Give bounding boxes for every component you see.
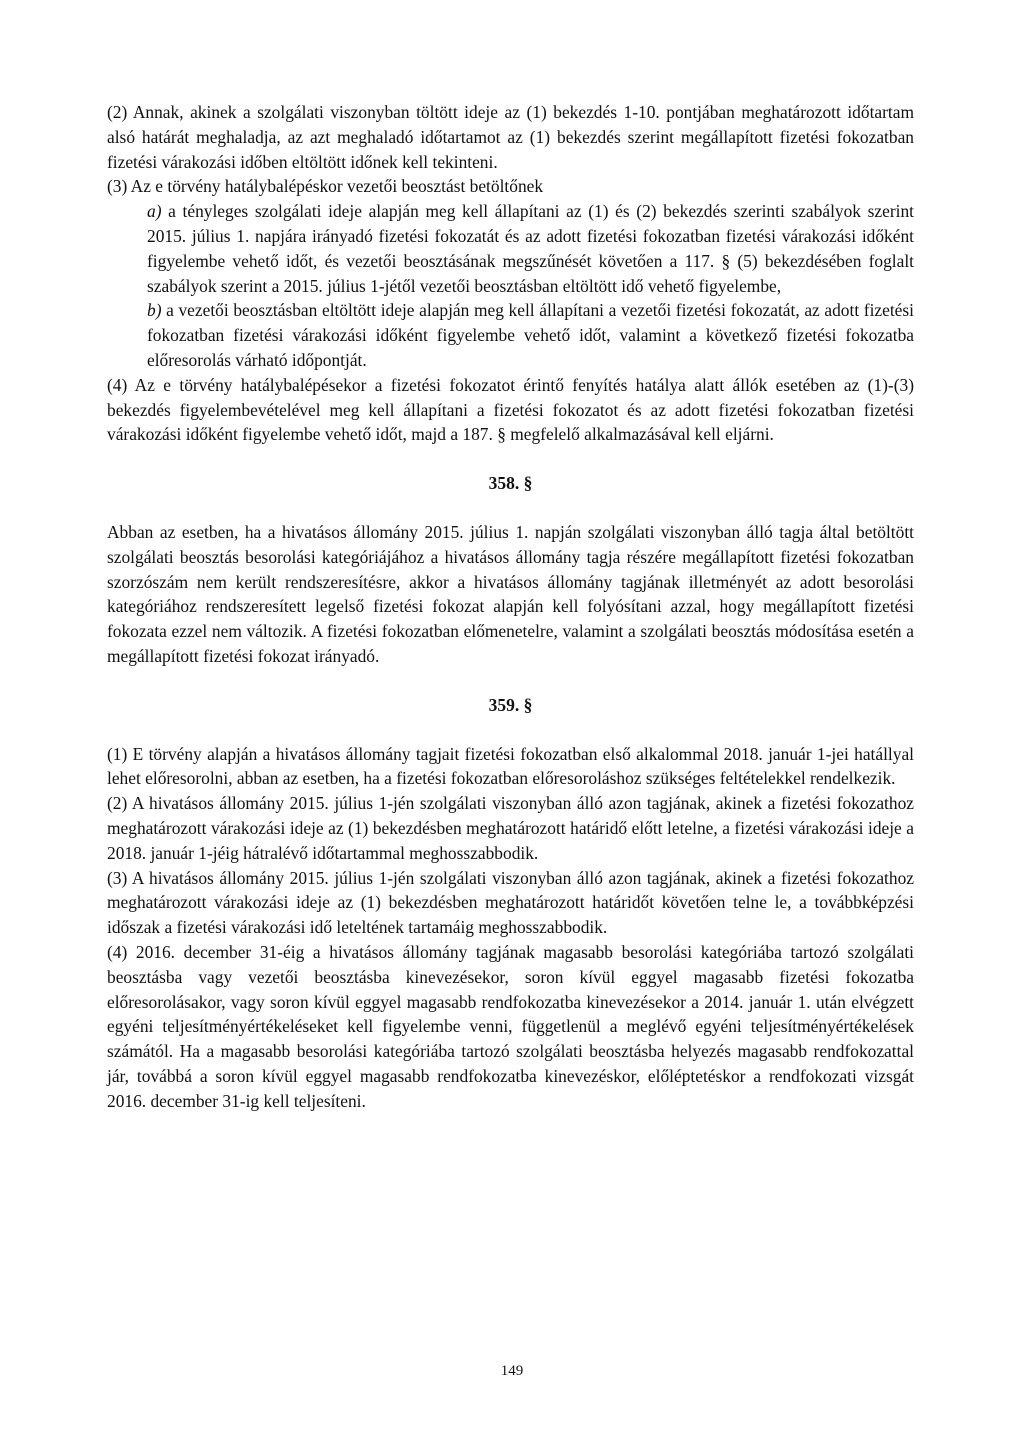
paragraph-3-intro: (3) Az e törvény hatálybalépéskor vezetői beosztást betöltőnek (107, 176, 544, 197)
item-a-text: a tényleges szolgálati ideje alapján meg kell állapítani az (1) és (2) bekezdés szerinti szabályok szerint 2015. július 1. napjára irányadó fizetési fokozatát és az adott fizetési fokozatban fizetési várakozási időként figyelembe vehető időt, és vezetői beosztásának megszűnését követően a 117. § (5) bekezdésében foglalt szabályok szerint a 2015. július 1-jétől vezetői beosztásban eltöltött idő vehető figyelembe, (147, 201, 914, 296)
item-a-marker: a) (147, 201, 162, 222)
document-page (107, 100, 914, 1113)
section-heading-358: 358. § (488, 473, 533, 494)
paragraph-3-item-b (107, 298, 914, 372)
section-359-paragraph-3: (3) A hivatásos állomány 2015. július 1-jén szolgálati viszonyban álló azon tagjának, akinek a fizetési fokozathoz meghatározott várakozási ideje az (1) bekezdésben meghatározott határidőt követően telne le, a továbbképzési időszak a fizetési várakozási idő leteltének tartamáig meghosszabbodik. (107, 867, 914, 938)
page-number: 149 (500, 1363, 524, 1379)
paragraph-2: (2) Annak, akinek a szolgálati viszonyban töltött ideje az (1) bekezdés 1-10. pontjában meghatározott időtartam alsó határát meghaladja, az azt meghaladó időtartamot az (1) bekezdés szerint megállapított fizetési fokozatban fizetési várakozási időben eltöltött időnek kell tekinteni. (107, 102, 914, 172)
paragraph-3-item-a (107, 199, 914, 298)
item-b-marker: b) (147, 300, 162, 321)
section-heading-359: 359. § (488, 694, 533, 715)
section-359-paragraph-4: (4) 2016. december 31-éig a hivatásos állomány tagjának magasabb besorolási kategóriába tartozó szolgálati beosztásba vagy vezetői beosztásba kinevezésekor, soron kívül eggyel magasabb fizetési fokozatba előresorolásakor, vagy soron kívül eggyel magasabb rendfokozatba kinevezésekor a 2014. január 1. után elvégzett egyéni teljesítményértékeléseket kell figyelembe venni, függetlenül a meglévő egyéni teljesítményértékelések számától. Ha a magasabb besorolási kategóriába tartozó szolgálati beosztásba helyezés magasabb rendfokozattal jár, továbbá a soron kívül eggyel magasabb rendfokozatba kinevezéskor, előléptetéskor a rendfokozati vizsgát 2016. december 31-ig kell teljesíteni. (107, 941, 914, 1111)
section-359-paragraph-1: (1) E törvény alapján a hivatásos állomány tagjait fizetési fokozatban első alkalommal 2018. január 1-jei hatállyal lehet előresorolni, abban az esetben, ha a fizetési fokozatban előresoroláshoz szükséges feltételekkel rendelkezik. (107, 743, 914, 789)
item-b-text: a vezetői beosztásban eltöltött ideje alapján meg kell állapítani a vezetői fizetési fokozatát, az adott fizetési fokozatban fizetési várakozási időként figyelembe vehető időt, valamint a következő fizetési fokozatba előresorolás várható időpontját. (147, 300, 914, 370)
section-359-paragraph-2: (2) A hivatásos állomány 2015. július 1-jén szolgálati viszonyban álló azon tagjának, akinek a fizetési fokozathoz meghatározott várakozási ideje az (1) bekezdésben meghatározott határidő előtt letelne, a fizetési várakozási ideje a 2018. január 1-jéig hátralévő időtartammal meghosszabbodik. (107, 793, 914, 863)
paragraph-4: (4) Az e törvény hatálybalépésekor a fizetési fokozatot érintő fenyítés hatálya alatt állók esetében az (1)-(3) bekezdés figyelembevételével meg kell állapítani a fizetési fokozatot és az adott fizetési fokozatban fizetési várakozási időként figyelembe vehető időt, majd a 187. § megfelelő alkalmazásával kell eljárni. (107, 374, 914, 445)
section-358-text: Abban az esetben, ha a hivatásos állomány 2015. július 1. napján szolgálati viszonyban álló tagja által betöltött szolgálati beosztás besorolási kategóriájához a hivatásos állomány tagja részére megállapított fizetési fokozatban szorzószám nem került rendszeresítésre, akkor a hivatásos állomány tagjának illetményét az adott besorolási kategóriához rendszeresített legelső fizetési fokozat alapján kell folyósítani azzal, hogy megállapított fizetési fokozata ezzel nem változik. A fizetési fokozatban előmenetelre, valamint a szolgálati beosztás módosítása esetén a megállapított fizetési fokozat irányadó. (107, 521, 914, 666)
